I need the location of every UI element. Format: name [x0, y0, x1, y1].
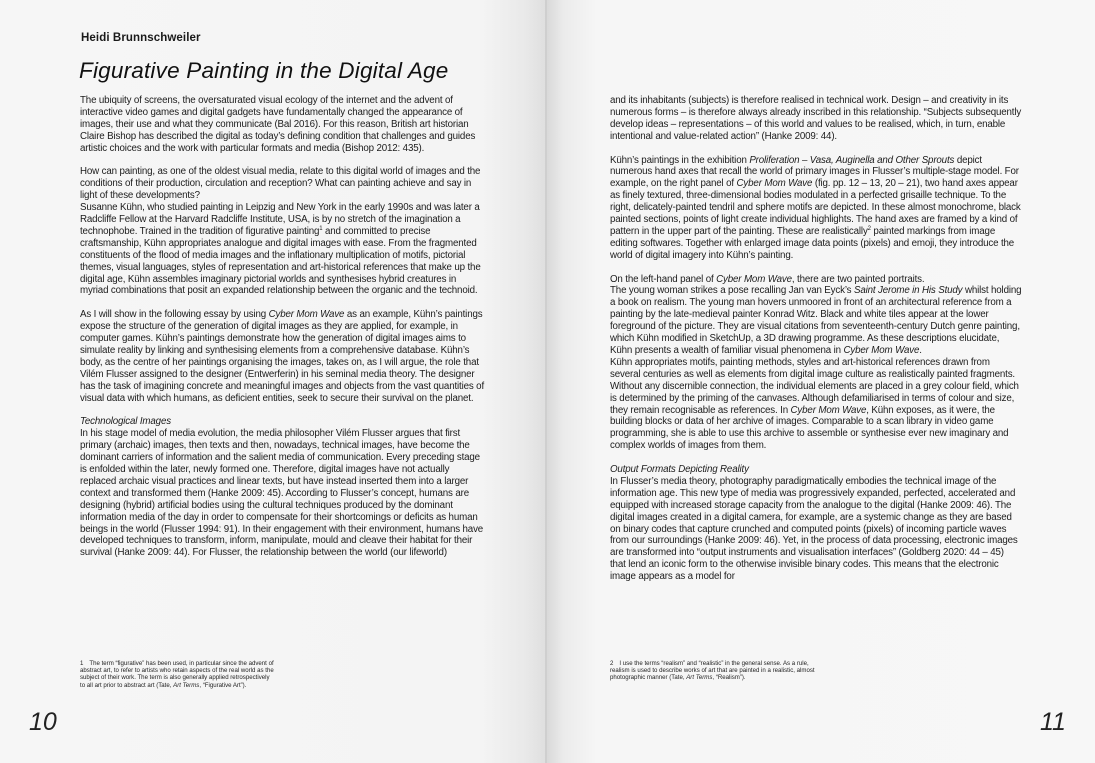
paragraph: In Flusser’s media theory, photography paradigmatically embodies the technical image of the information age. This new type of media was progressively expanded, perfected, accelerated and equipped with increased storage capacity from the analogue to the digital (Hanke 2009: 46). The digital images created in a digital camera, for example, are a systemic change as they are based on binary codes that capture crunched and computed points (pixels) of incoming particle waves from our surroundings (Hanke 2009: 46). Yet, in the process of data processing, electronic images are transformed into “output instruments and visualisation interfaces” (Goldberg 2020: 44 – 45) that lend an iconic form to the otherwise invisible binary codes. This means that the electronic image appears as a model for — [610, 475, 1018, 583]
section-heading: Technological Images — [80, 416, 171, 428]
footnote-italic: Art Terms — [686, 674, 713, 682]
paragraph — [610, 285, 1022, 356]
paragraph-text: , Kühn exposes, as it were, the building blocks or data of her archive of images. Comparable to a scan library in video game programming, she is able to use this archive to assemble or synthesise ever new imaginary and complex worlds of images from them. — [610, 404, 1009, 452]
author-name: Heidi Brunnschweiler — [81, 32, 201, 44]
paragraph: and its inhabitants (subjects) is therefore realised in technical work. Design – and creativity in its numerous forms – is therefore always already inscribed in this relationship. “Subjects subsequently develop ideas – representations – of this world and values to be realised, which, in turn, enable intentional and value-related action” (Hanke 2009: 44). — [610, 95, 1022, 142]
right-page — [547, 0, 1095, 763]
paragraph-text: (fig. pp. 12 – 13, 20 – 21), two hand axes appear as finely textured, three-dimensional bodies modulated in a perfected grisaille technique. To the right, delicately-painted tendril and sphere motifs are depicted. In these almost monochrome, black painted sections, points of light create individual highlights. The hand axes are framed by a kind of pattern in the upper part of the painting. These are realistically — [610, 178, 1021, 237]
paragraph-text: as an example, Kühn’s paintings expose the structure of the generation of digital images as they are applied, for example, in computer games. Kühn’s paintings demonstrate how the generation of digital images aims to simulate reality by linking and synthesising elements from a comprehensive database. Kühn’s body, as the centre of her paintings organising the images, takes on, as I will argue, the role that Vilém Flusser assigned to the designer (Entwerferin) in his seminal media theory. The designer has the task of imagining concrete and meaningful images and objects from the vast quantities of visual data with which humans, as deficient entities, seek to secure their survival on the planet. — [80, 309, 485, 404]
paragraph — [610, 155, 1022, 262]
paragraph-text: Kühn appropriates motifs, painting methods, styles and art-historical references drawn from several centuries as well as elements from digital image culture as realistically painted fragments. Without any discernible connection, the individual elements are placed in a grey colour field, which is determined by the priming of the canvases. Although defamiliarised in terms of colour and size, they remain recognisable as references. In — [610, 356, 1019, 416]
artwork-title: Saint Jerome in His Study — [853, 285, 963, 297]
footnote — [80, 660, 275, 689]
left-body-column — [80, 95, 486, 559]
left-page — [0, 0, 547, 763]
paragraph-text: On the left-hand panel of — [610, 273, 714, 285]
paragraph: In his stage model of media evolution, the media philosopher Vilém Flusser argues that first primary (archaic) images, then texts and then, nowadays, technical images, have become the dominant carriers of information and the salient media of communication. Every preceding stage is enfolded within the later, newly formed one. Therefore, digital images have not actually replaced archaic visual practices and linear texts, but have instead inserted them into a larger context and transformed them (Hanke 2009: 45). According to Flusser’s concept, humans are designing (hybrid) artificial bodies using the cultural techniques produced by the dominant information media of the day in order to compensate for their shortcomings or deficits as human beings in the world (Flusser 1994: 91). In their engagement with their environment, humans have developed techniques to transform, inform, manipulate, mould and cleave their habitat for their survival (Hanke 2009: 44). For Flusser, the relationship between the world (our lifeworld) — [80, 428, 484, 559]
footnote-number: 2 — [610, 660, 614, 667]
footnote-italic: Art Terms — [173, 681, 200, 689]
footnote-text: The term “figurative” has been used, in particular since the advent of abstract art, to refer to artists who retain aspects of the real world as the subject of their work. The term is also generally applied retrospectively to all art prior to abstract art (Tate, — [80, 660, 274, 689]
paragraph-text: depict numerous hand axes that recall the world of primary images in Flusser’s multiple-stage model. For example, on the right panel of — [610, 154, 1019, 190]
essay-title: Figurative Painting in the Digital Age — [79, 58, 449, 83]
paragraph — [610, 274, 1022, 286]
paragraph — [80, 309, 486, 404]
artwork-title: Cyber Mom Wave — [716, 273, 792, 285]
artwork-title: Cyber Mom Wave — [268, 309, 345, 321]
page-number: 11 — [1040, 708, 1066, 736]
exhibition-title: Proliferation – Vasa, Auginella and Other Sprouts — [749, 154, 955, 166]
section-heading: Output Formats Depicting Reality — [610, 464, 749, 476]
artwork-title: Cyber Mom Wave — [736, 178, 813, 190]
paragraph-text: As I will show in the following essay by using — [80, 309, 267, 321]
paragraph-text: and committed to precise craftsmanship, Kühn appropriates analogue and digital images with ease. From the fragmented constituents of the flood of media images and the inflationary multiplication of motifs, pictorial themes, visual languages, styles of representation and art-historical references that make up the digital age, Kühn assembles imaginary pictorial worlds and synthesises hybrid creatures in myriad combinations that posit an expanded relationship between the organic and the technoid. — [80, 225, 481, 297]
paragraph-text: Susanne Kühn, who studied painting in Leipzig and New York in the early 1990s and was later a Radcliffe Fellow at the Harvard Radcliffe Institute, USA, is by no stretch of the imagination a technophobe. Trained in the tradition of figurative painting — [80, 202, 480, 237]
footnote-text: , “Figurative Art”). — [199, 681, 247, 689]
page-number: 10 — [29, 708, 57, 736]
footnote-text: , “Realism”). — [712, 674, 746, 682]
artwork-title: Cyber Mom Wave — [843, 345, 920, 356]
paragraph-text: painted markings from image editing softwares. Together with enlarged image data points (pixels) and emoji, they introduce the world of digital imagery into Kühn’s painting. — [610, 225, 1015, 261]
paragraph-text: whilst holding a book on realism. The young man hovers unmoored in front of an architectural reference from a painting by the late-medieval painter Konrad Witz. Black and white tiles appear at the lower foreground of the picture. They are visual citations from seventeenth-century Dutch genre painting, which Kühn modified in SketchUp, a 3D drawing programme. As these descriptions elucidate, Kühn presents a wealth of familiar visual phenomena in — [610, 285, 1022, 356]
paragraph-text: The young woman strikes a pose recalling Jan van Eyck’s — [610, 285, 852, 297]
footnote — [610, 660, 825, 682]
paragraph: The ubiquity of screens, the oversaturated visual ecology of the internet and the advent of interactive video games and digital gadgets have fundamentally changed the appearance of images, their use and what they communicate (Bal 2016). For this reason, British art historian Claire Bishop has described the digital as today’s defining condition that challenges and guides artistic choices and the work with particular formats and media (Bishop 2012: 435). — [80, 95, 476, 154]
paragraph — [610, 357, 1022, 452]
paragraph — [80, 202, 486, 297]
paragraph-text: . — [919, 345, 922, 356]
paragraph-text: , there are two painted portraits. — [791, 273, 925, 285]
artwork-title: Cyber Mom Wave — [790, 404, 867, 416]
paragraph-text: Kühn’s paintings in the exhibition — [610, 154, 747, 166]
footnote-ref-1: 1 — [319, 225, 323, 232]
footnote-ref-2: 2 — [867, 225, 871, 232]
paragraph: How can painting, as one of the oldest visual media, relate to this digital world of images and the conditions of their production, circulation and reception? What can painting achieve and say in light of these developments? — [80, 166, 481, 202]
right-body-column — [610, 95, 1022, 583]
footnote-number: 1 — [80, 660, 84, 667]
footnote-text: I use the terms “realism” and “realistic” in the general sense. As a rule, realism is used to describe works of art that are painted in a realistic, almost photographic manner (Tate, — [610, 660, 815, 682]
